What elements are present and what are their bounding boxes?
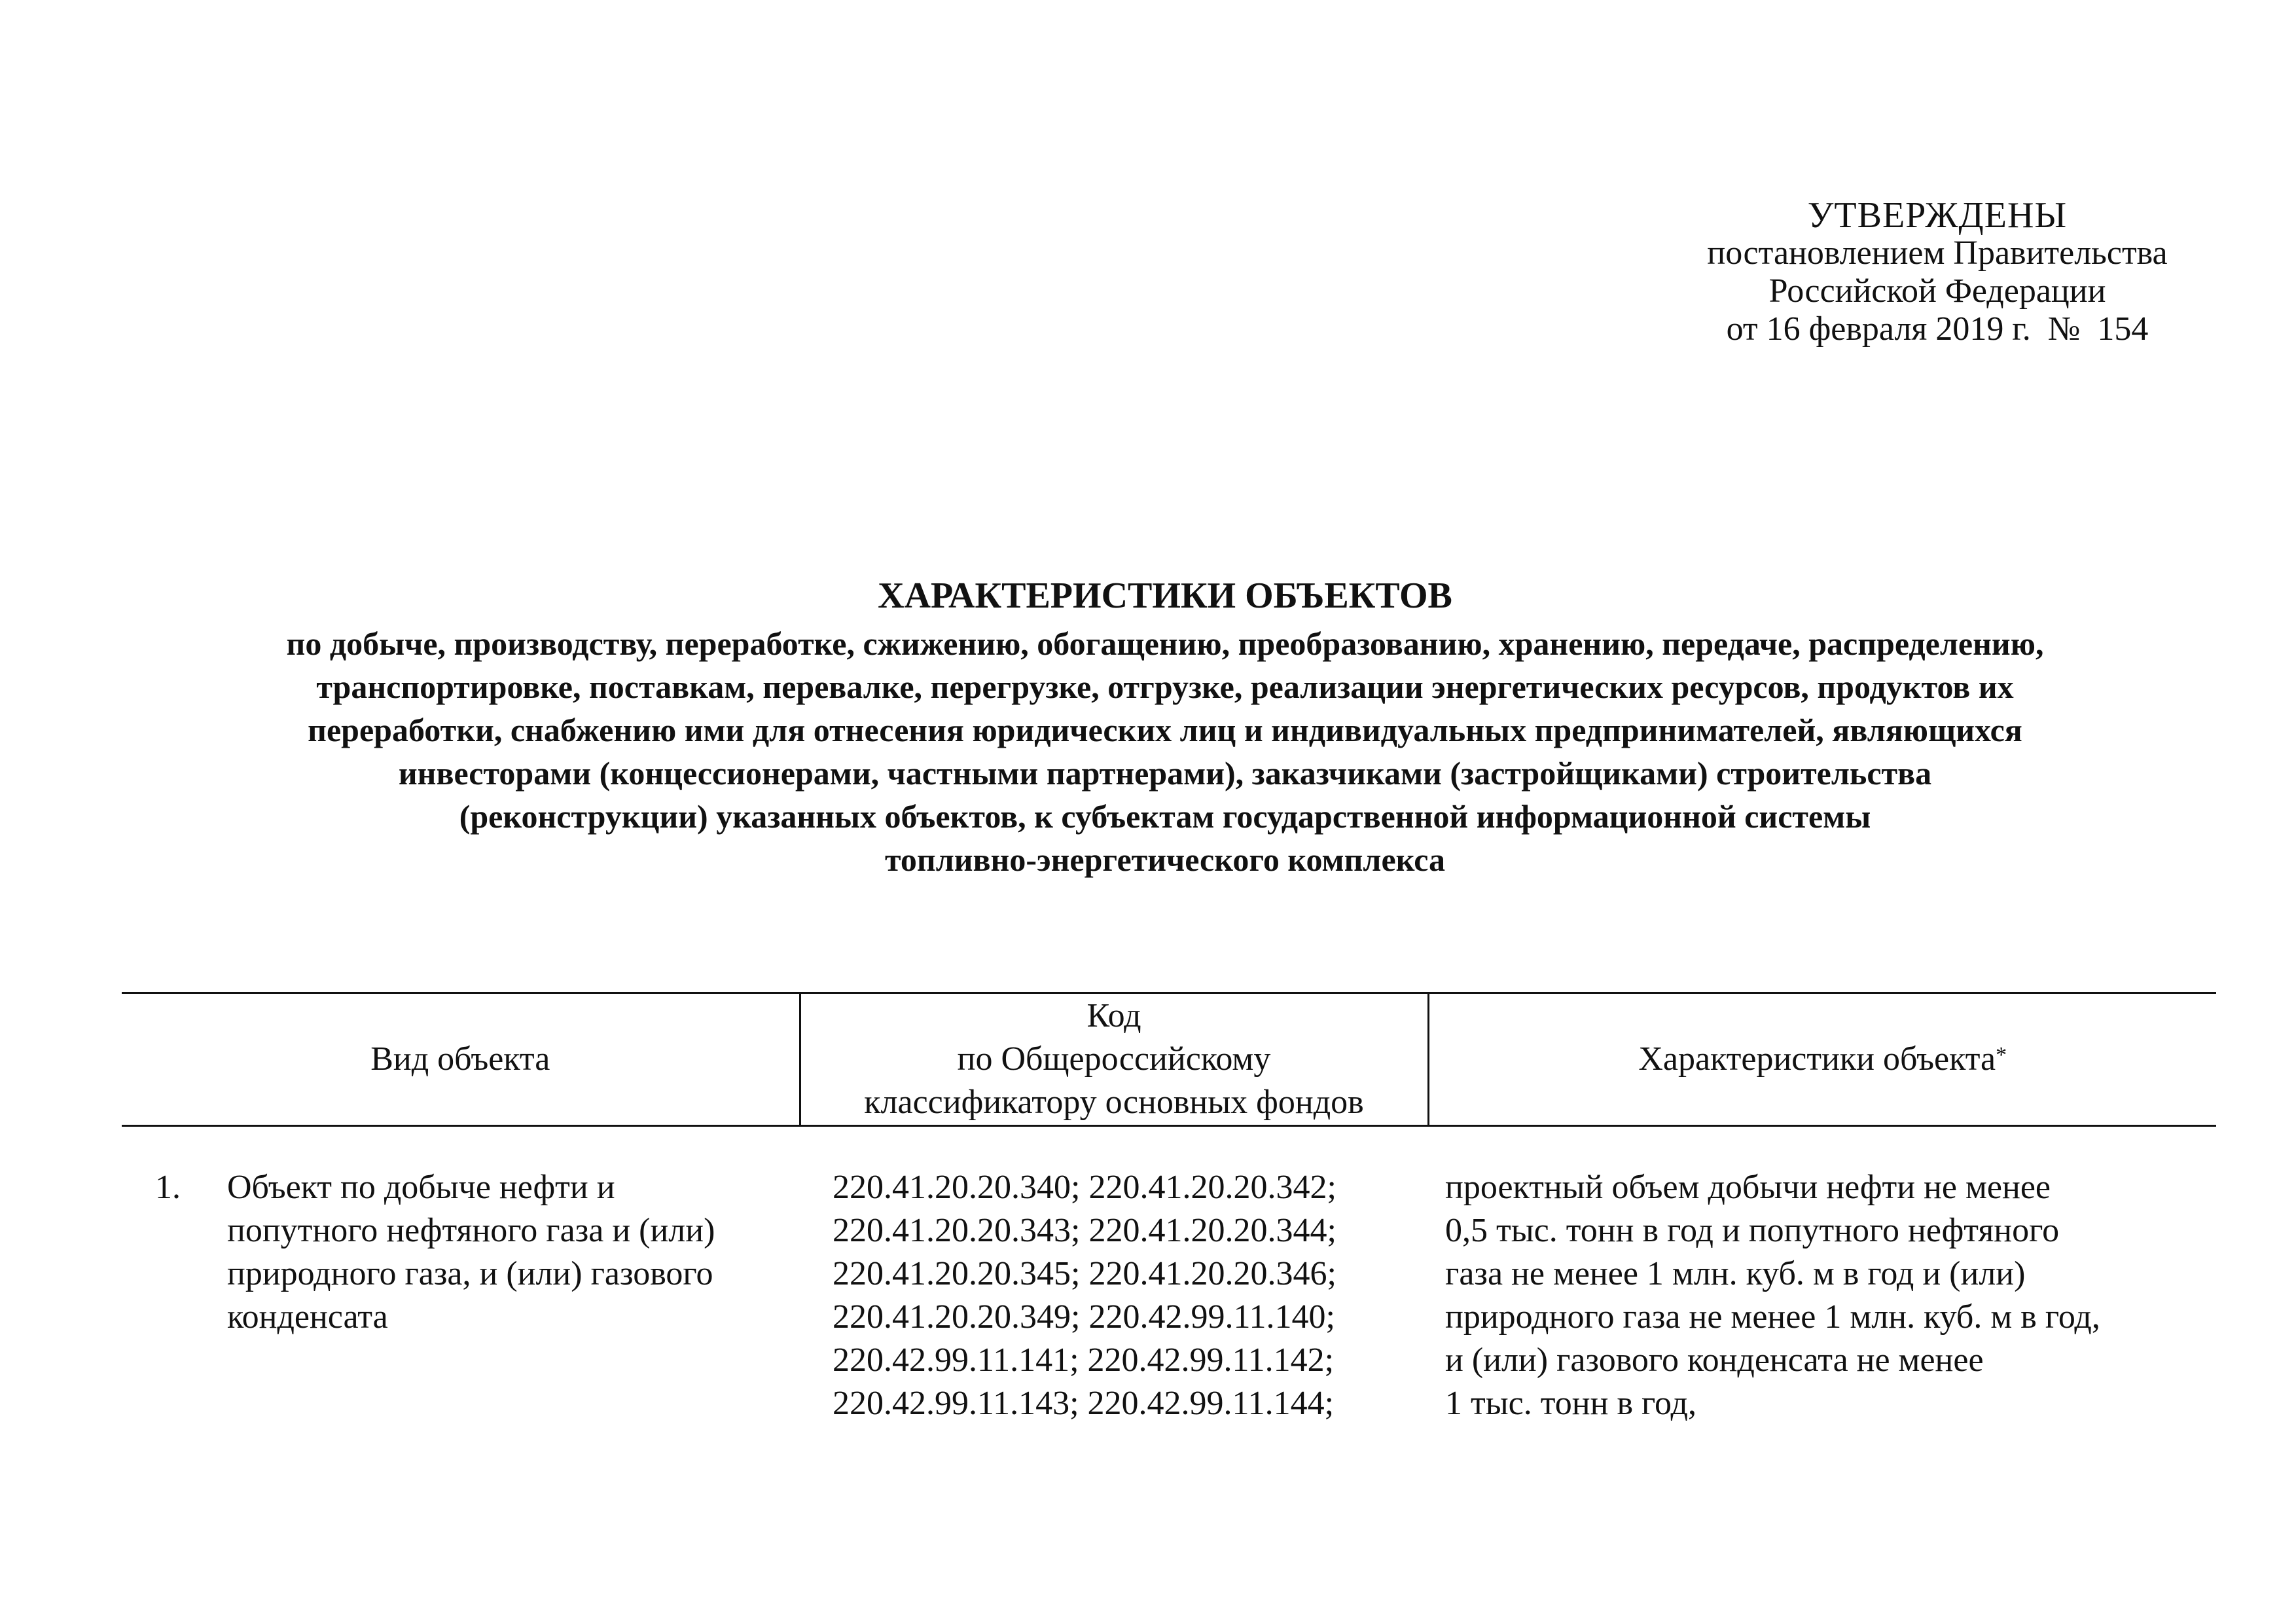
cell-kind [122, 1126, 800, 1427]
char-line: 1 тыс. тонн в год, [1445, 1385, 1696, 1422]
header-kind-label: Вид объекта [370, 1040, 550, 1078]
cell-codes [800, 1126, 1428, 1427]
title-line: (реконструкции) указанных объектов, к субъектам государственной информационной системы [459, 798, 1871, 835]
char-line: и (или) газового конденсата не менее [1445, 1341, 1984, 1379]
header-characteristics-label: Характеристики объекта [1638, 1040, 1996, 1078]
char-line: 0,5 тыс. тонн в год и попутного нефтяного [1445, 1212, 2060, 1249]
row-kind-text [227, 1166, 790, 1339]
char-line: газа не менее 1 млн. куб. м в год и (или) [1445, 1255, 2026, 1292]
kind-line: конденсата [227, 1298, 388, 1336]
header-characteristics [1428, 993, 2216, 1126]
table-row [122, 1126, 2216, 1427]
approval-stamp-block [1649, 196, 2225, 348]
char-line: природного газа не менее 1 млн. куб. м в год, [1445, 1298, 2100, 1336]
kind-line: природного газа, и (или) газового [227, 1255, 713, 1292]
code-line: 220.41.20.20.340; 220.41.20.20.342; [833, 1169, 1336, 1206]
table-header-row [122, 993, 2216, 1126]
header-code-line: Код [1086, 997, 1141, 1034]
row-number: 1. [155, 1169, 181, 1206]
header-code-line: классификатору основных фондов [864, 1084, 1364, 1121]
title-line: инвесторами (концессионерами, частными партнерами), заказчиками (застройщиками) строительства [398, 755, 1932, 792]
code-line: 220.41.20.20.343; 220.41.20.20.344; [833, 1212, 1336, 1249]
approval-stamp: УТВЕРЖДЕНЫ [1807, 195, 2068, 236]
cell-characteristics [1428, 1126, 2216, 1427]
title-line: по добыче, производству, переработке, сжижению, обогащению, преобразованию, хранению, передаче, распределению, [286, 625, 2044, 662]
kind-line: попутного нефтяного газа и (или) [227, 1212, 715, 1249]
title-line: переработки, снабжению ими для отнесения юридических лиц и индивидуальных предпринимателей, являющихся [308, 712, 2022, 748]
header-kind [122, 993, 800, 1126]
code-line: 220.42.99.11.141; 220.42.99.11.142; [833, 1341, 1335, 1379]
header-code [800, 993, 1428, 1126]
header-code-line: по Общероссийскому [957, 1040, 1271, 1078]
objects-table-wrapper [122, 992, 2216, 1426]
approval-line-3: от 16 февраля 2019 г. № 154 [1726, 310, 2149, 348]
approval-line-2: Российской Федерации [1768, 272, 2106, 310]
code-line: 220.41.20.20.345; 220.41.20.20.346; [833, 1255, 1336, 1292]
code-line: 220.41.20.20.349; 220.42.99.11.140; [833, 1298, 1335, 1336]
title-subtitle [118, 622, 2212, 881]
title-main: ХАРАКТЕРИСТИКИ ОБЪЕКТОВ [878, 575, 1452, 616]
document-title [118, 570, 2212, 881]
kind-line: Объект по добыче нефти и [227, 1169, 615, 1206]
char-line: проектный объем добычи нефти не менее [1445, 1169, 2051, 1206]
approval-line-1: постановлением Правительства [1707, 234, 2168, 272]
title-line: топливно-энергетического комплекса [884, 841, 1446, 878]
title-line: транспортировке, поставкам, перевалке, перегрузке, отгрузке, реализации энергетических ресурсов, продуктов их [316, 668, 2014, 705]
footnote-mark: * [1996, 1043, 2007, 1067]
code-line: 220.42.99.11.143; 220.42.99.11.144; [833, 1385, 1335, 1422]
objects-table [122, 992, 2216, 1426]
